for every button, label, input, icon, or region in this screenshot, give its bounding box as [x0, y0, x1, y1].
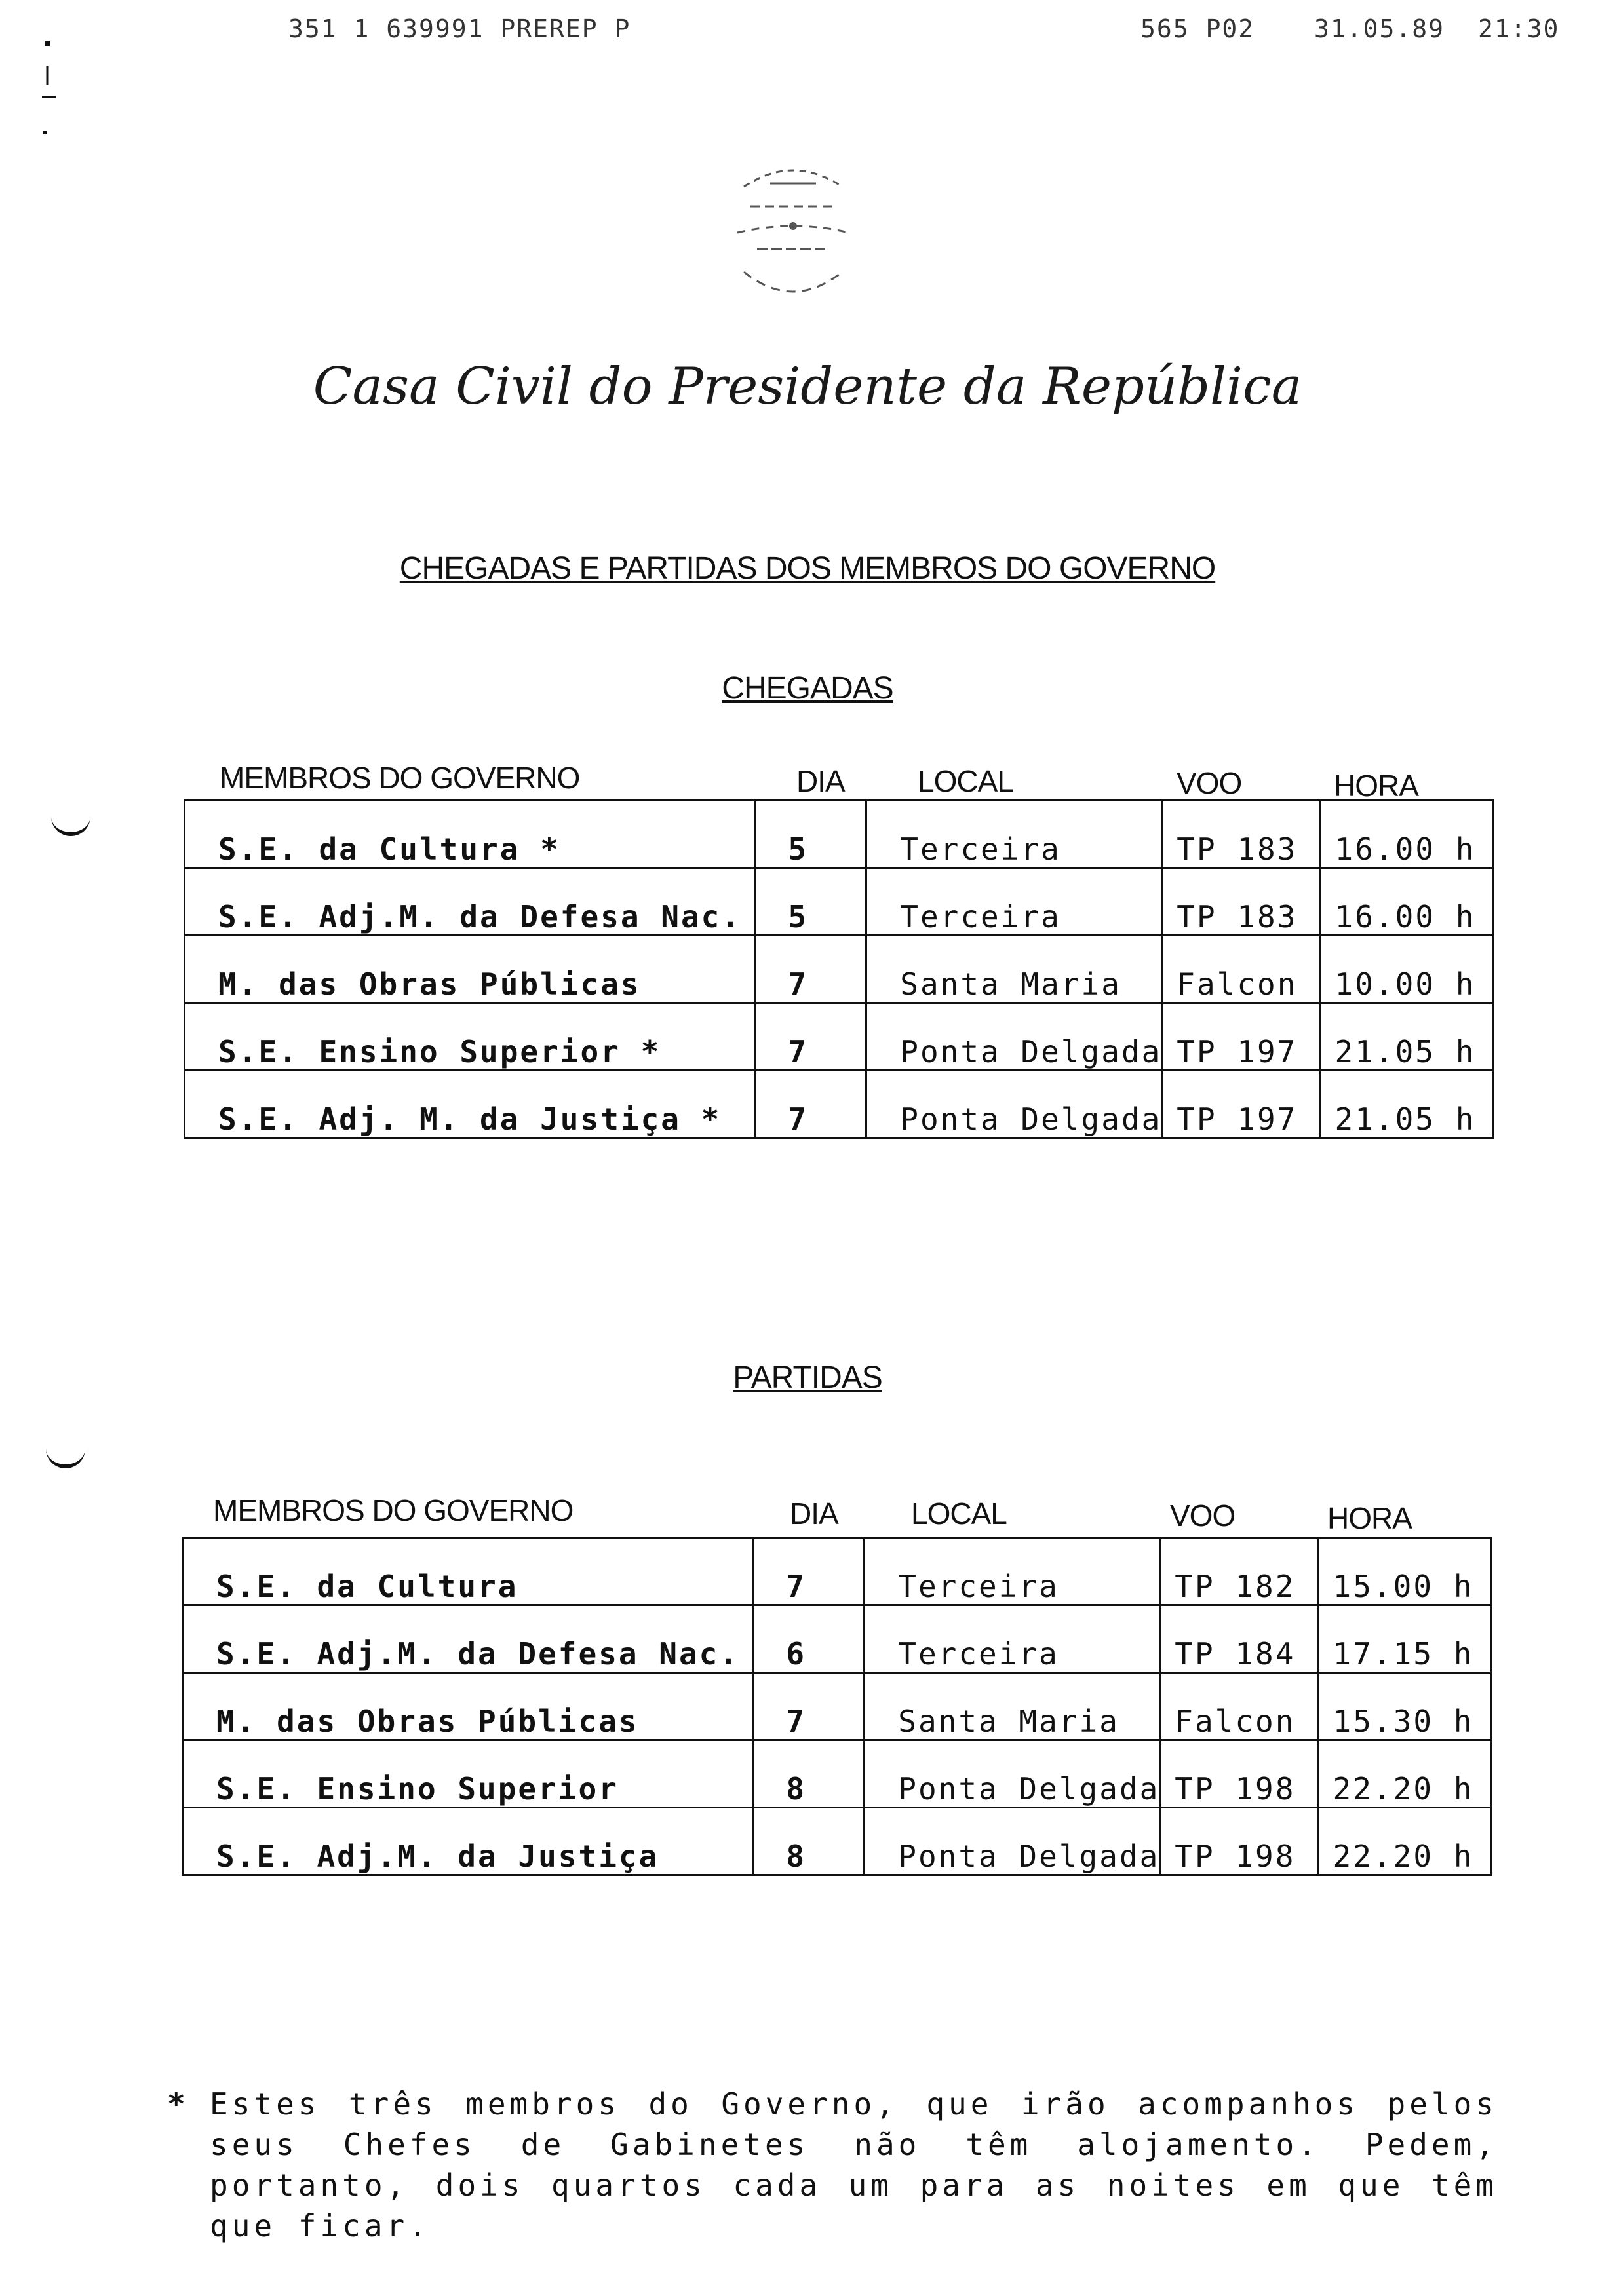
col-header-flight: VOO — [1170, 1499, 1236, 1533]
table-row — [185, 1003, 1494, 1071]
cell-day: 7 — [756, 1071, 866, 1138]
cell-flight: TP 197 — [1163, 1003, 1319, 1071]
footnote-marker: * — [167, 2086, 189, 2122]
cell-time: 16.00 h — [1319, 801, 1493, 868]
margin-marks — [39, 39, 59, 144]
cell-place: Terceira — [866, 868, 1163, 936]
table-row — [183, 1740, 1492, 1808]
cell-flight: TP 183 — [1163, 868, 1319, 936]
col-header-member: MEMBROS DO GOVERNO — [220, 761, 580, 795]
cell-time: 22.20 h — [1317, 1808, 1491, 1875]
table-row — [185, 868, 1494, 936]
cell-day: 6 — [754, 1605, 865, 1673]
cell-member: S.E. Adj.M. da Defesa Nac. — [183, 1605, 754, 1673]
cell-flight: TP 197 — [1163, 1071, 1319, 1138]
cell-day: 8 — [754, 1808, 865, 1875]
table-row — [185, 1071, 1494, 1138]
cell-flight: TP 182 — [1161, 1538, 1317, 1605]
cell-day: 7 — [754, 1673, 865, 1740]
cell-time: 21.05 h — [1319, 1071, 1493, 1138]
cell-member: M. das Obras Públicas — [183, 1673, 754, 1740]
fax-date: 31.05.89 — [1314, 14, 1445, 43]
col-header-time: HORA — [1334, 769, 1418, 803]
arrivals-title: CHEGADAS — [722, 671, 893, 706]
cell-place: Ponta Delgada — [866, 1071, 1163, 1138]
cell-member: S.E. Ensino Superior — [183, 1740, 754, 1808]
cell-day: 5 — [756, 868, 866, 936]
col-header-member: MEMBROS DO GOVERNO — [213, 1493, 574, 1527]
col-header-flight: VOO — [1177, 766, 1242, 800]
cell-place: Santa Maria — [866, 936, 1163, 1003]
cell-place: Santa Maria — [865, 1673, 1161, 1740]
footnote-text: Estes três membros do Governo, que irão acompanhos pelos seus Chefes de Gabinetes não têm alojamento. Pedem, portanto, dois quartos cada um para as noites em que têm que ficar. — [210, 2086, 1498, 2244]
cell-time: 22.20 h — [1317, 1740, 1491, 1808]
fax-page: 565 P02 — [1140, 14, 1255, 43]
col-header-place: LOCAL — [911, 1497, 1007, 1531]
col-header-day: DIA — [796, 764, 845, 798]
table-row — [183, 1605, 1492, 1673]
col-header-time: HORA — [1327, 1501, 1412, 1535]
coat-of-arms-seal-icon — [724, 161, 862, 311]
cell-place: Ponta Delgada — [865, 1808, 1161, 1875]
col-header-day: DIA — [790, 1497, 838, 1531]
fax-header — [0, 14, 1615, 54]
cell-member: S.E. da Cultura * — [185, 801, 756, 868]
departures-title: PARTIDAS — [733, 1360, 882, 1395]
table-row — [183, 1808, 1492, 1875]
cell-time: 21.05 h — [1319, 1003, 1493, 1071]
cell-place: Terceira — [865, 1605, 1161, 1673]
cell-flight: Falcon — [1161, 1673, 1317, 1740]
table-row — [185, 801, 1494, 868]
cell-day: 7 — [756, 936, 866, 1003]
cell-member: S.E. da Cultura — [183, 1538, 754, 1605]
cell-flight: TP 198 — [1161, 1808, 1317, 1875]
cell-time: 15.30 h — [1317, 1673, 1491, 1740]
cell-member: S.E. Adj.M. da Defesa Nac. — [185, 868, 756, 936]
cell-day: 5 — [756, 801, 866, 868]
table-row — [183, 1538, 1492, 1605]
cell-time: 17.15 h — [1317, 1605, 1491, 1673]
cell-day: 8 — [754, 1740, 865, 1808]
col-header-place: LOCAL — [918, 764, 1013, 798]
cell-day: 7 — [756, 1003, 866, 1071]
page-title: CHEGADAS E PARTIDAS DOS MEMBROS DO GOVERNO — [399, 551, 1216, 586]
cell-time: 16.00 h — [1319, 868, 1493, 936]
fax-sender: 351 1 639991 PREREP P — [288, 14, 631, 43]
cell-place: Terceira — [865, 1538, 1161, 1605]
departures-table — [182, 1537, 1492, 1876]
cell-member: M. das Obras Públicas — [185, 936, 756, 1003]
footnote — [167, 2084, 1498, 2246]
arrivals-table — [184, 799, 1494, 1139]
cell-flight: TP 198 — [1161, 1740, 1317, 1808]
cell-flight: Falcon — [1163, 936, 1319, 1003]
cell-member: S.E. Adj.M. da Justiça — [183, 1808, 754, 1875]
cell-place: Ponta Delgada — [865, 1740, 1161, 1808]
margin-bracket — [46, 1438, 85, 1468]
fax-time: 21:30 — [1478, 14, 1560, 43]
institution-name: Casa Civil do Presidente da República — [313, 357, 1302, 416]
table-row — [185, 936, 1494, 1003]
cell-member: S.E. Adj. M. da Justiça * — [185, 1071, 756, 1138]
table-row — [183, 1673, 1492, 1740]
cell-place: Ponta Delgada — [866, 1003, 1163, 1071]
cell-place: Terceira — [866, 801, 1163, 868]
margin-bracket — [51, 806, 90, 836]
cell-time: 15.00 h — [1317, 1538, 1491, 1605]
cell-day: 7 — [754, 1538, 865, 1605]
cell-flight: TP 183 — [1163, 801, 1319, 868]
cell-flight: TP 184 — [1161, 1605, 1317, 1673]
cell-time: 10.00 h — [1319, 936, 1493, 1003]
cell-member: S.E. Ensino Superior * — [185, 1003, 756, 1071]
